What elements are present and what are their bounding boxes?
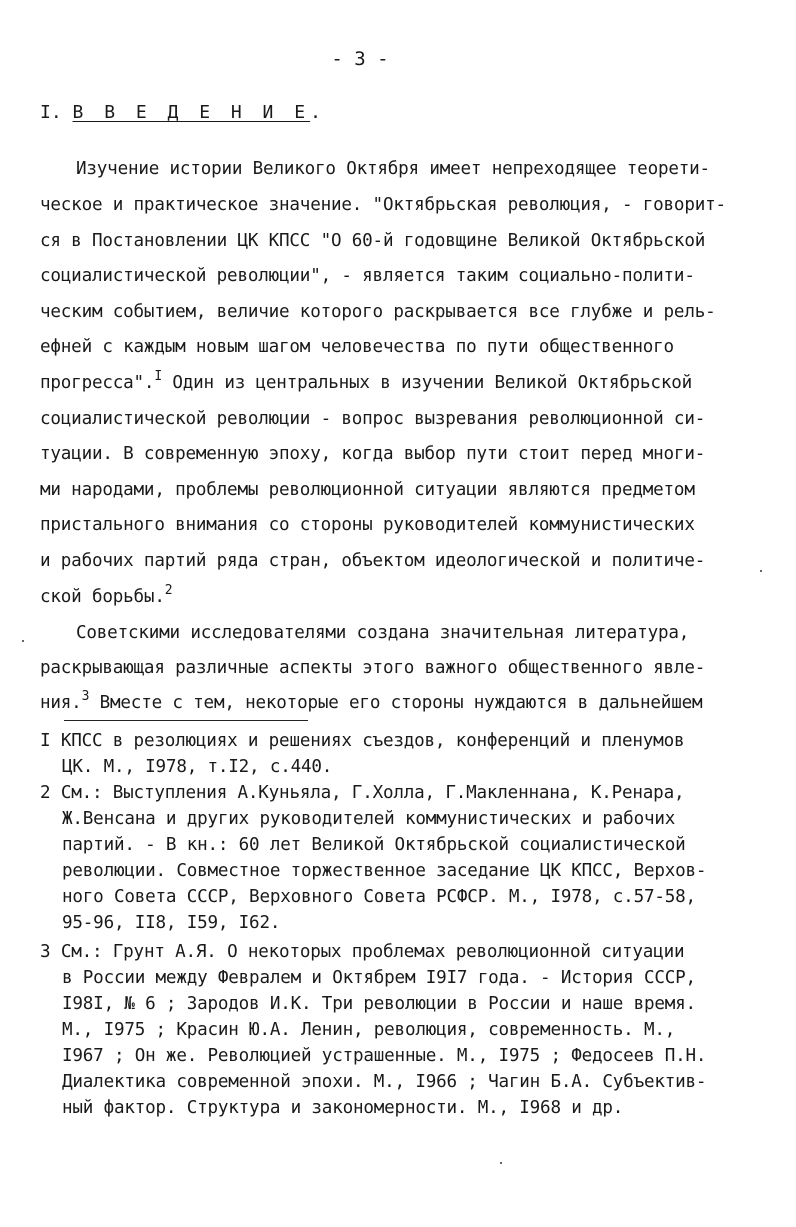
footnote-ref-1: I — [154, 369, 162, 384]
paragraph-1-line: и рабочих партий ряда стран, объектом идеологической и политиче- — [40, 551, 706, 571]
footnote-3-line: I98I, № 6 ; Зародов И.К. Три революции в России и наше время. — [62, 994, 696, 1014]
footnote-3-line: Диалектика современной эпохи. М., I966 ; Чагин Б.А. Субъектив- — [62, 1072, 707, 1092]
footnote-1-line: I КПСС в резолюциях и решениях съездов, конференций и пленумов — [40, 731, 685, 751]
footnote-2-line: партий. - В кн.: 60 лет Великой Октябрьской социалистической — [62, 835, 686, 855]
section-heading — [40, 102, 321, 123]
paragraph-1-line: прогресса".$^I$ Один из центральных в изучении Великой Октябрьской — [40, 369, 692, 393]
footnote-2-line: 95-96, II8, I59, I62. — [62, 913, 281, 933]
paragraph-1-line: пристального внимания со стороны руководителей коммунистических — [40, 515, 695, 535]
section-number: I. — [40, 102, 73, 123]
footnote-3-line: I967 ; Он же. Революцией устрашенные. М., I975 ; Федосеев П.Н. — [62, 1046, 707, 1066]
paragraph-1-line: ческим событием, величие которого раскрывается все глубже и рель- — [40, 302, 716, 322]
paragraph-1-line: туации. В современную эпоху, когда выбор пути стоит перед многи- — [40, 444, 706, 464]
footnote-3-mark: 3 — [40, 942, 51, 962]
section-title-tail: . — [310, 102, 321, 123]
scan-speck — [22, 640, 24, 642]
footnote-3-line: в России между Февралем и Октябрем I9I7 года. - История СССР, — [62, 968, 696, 988]
footnote-1-line: ЦК. М., I978, т.I2, с.440. — [62, 757, 333, 777]
paragraph-1-line: ческое и практическое значение. "Октябрьская революция, - говорит- — [40, 195, 726, 215]
footnote-3-line: ный фактор. Структура и закономерности. М., I968 и др. — [62, 1098, 624, 1118]
scan-speck — [500, 1162, 502, 1164]
paragraph-1-line: социалистической революции", - является таким социально-полити- — [40, 266, 695, 286]
footnote-1-mark: I — [40, 731, 51, 751]
footnote-3-line: 3 См.: Грунт А.Я. О некоторых проблемах революционной ситуации — [40, 942, 685, 962]
footnote-2-line: ного Совета СССР, Верховного Совета РСФСР. М., I978, с.57-58, — [62, 887, 696, 907]
footnote-3-line: М., I975 ; Красин Ю.А. Ленин, революция, современность. М., — [62, 1020, 676, 1040]
footnote-2-line: Ж.Венсана и других руководителей коммунистических и рабочих — [62, 809, 676, 829]
paragraph-2-line: ния.$^3$ Вместе с тем, некоторые его стороны нуждаются в дальнейшем — [40, 689, 703, 713]
paragraph-1-line: Изучение истории Великого Октября имеет непреходящее теорети- — [76, 159, 710, 179]
footnote-separator — [64, 720, 308, 721]
footnote-ref-2: 2 — [164, 583, 173, 598]
paragraph-2-line: Советскими исследователями создана значительная литература, — [76, 623, 690, 643]
section-title: В В Е Д Е Н И Е — [72, 102, 311, 123]
paragraph-1-line: ской борьбы.$^2$ — [40, 583, 173, 607]
paragraph-2-line: раскрывающая различные аспекты этого важного общественного явле- — [40, 658, 706, 678]
paragraph-1-line: социалистической революции - вопрос вызревания революционной си- — [40, 409, 706, 429]
footnote-ref-3: 3 — [81, 689, 90, 704]
page-number: - 3 - — [331, 48, 389, 70]
paragraph-1-line: ефней с каждым новым шагом человечества по пути общественного — [40, 337, 674, 357]
paragraph-1-line: ми народами, проблемы революционной ситуации являются предметом — [40, 480, 695, 500]
scan-speck — [760, 570, 762, 572]
paragraph-1-line: ся в Постановлении ЦК КПСС "О 60-й годовщине Великой Октябрьской — [40, 231, 706, 251]
footnote-2-mark: 2 — [40, 783, 51, 803]
footnote-2-line: 2 См.: Выступления А.Куньяла, Г.Холла, Г.Макленнана, К.Ренара, — [40, 783, 685, 803]
footnote-2-line: революции. Совместное торжественное заседание ЦК КПСС, Верхов- — [62, 861, 707, 881]
